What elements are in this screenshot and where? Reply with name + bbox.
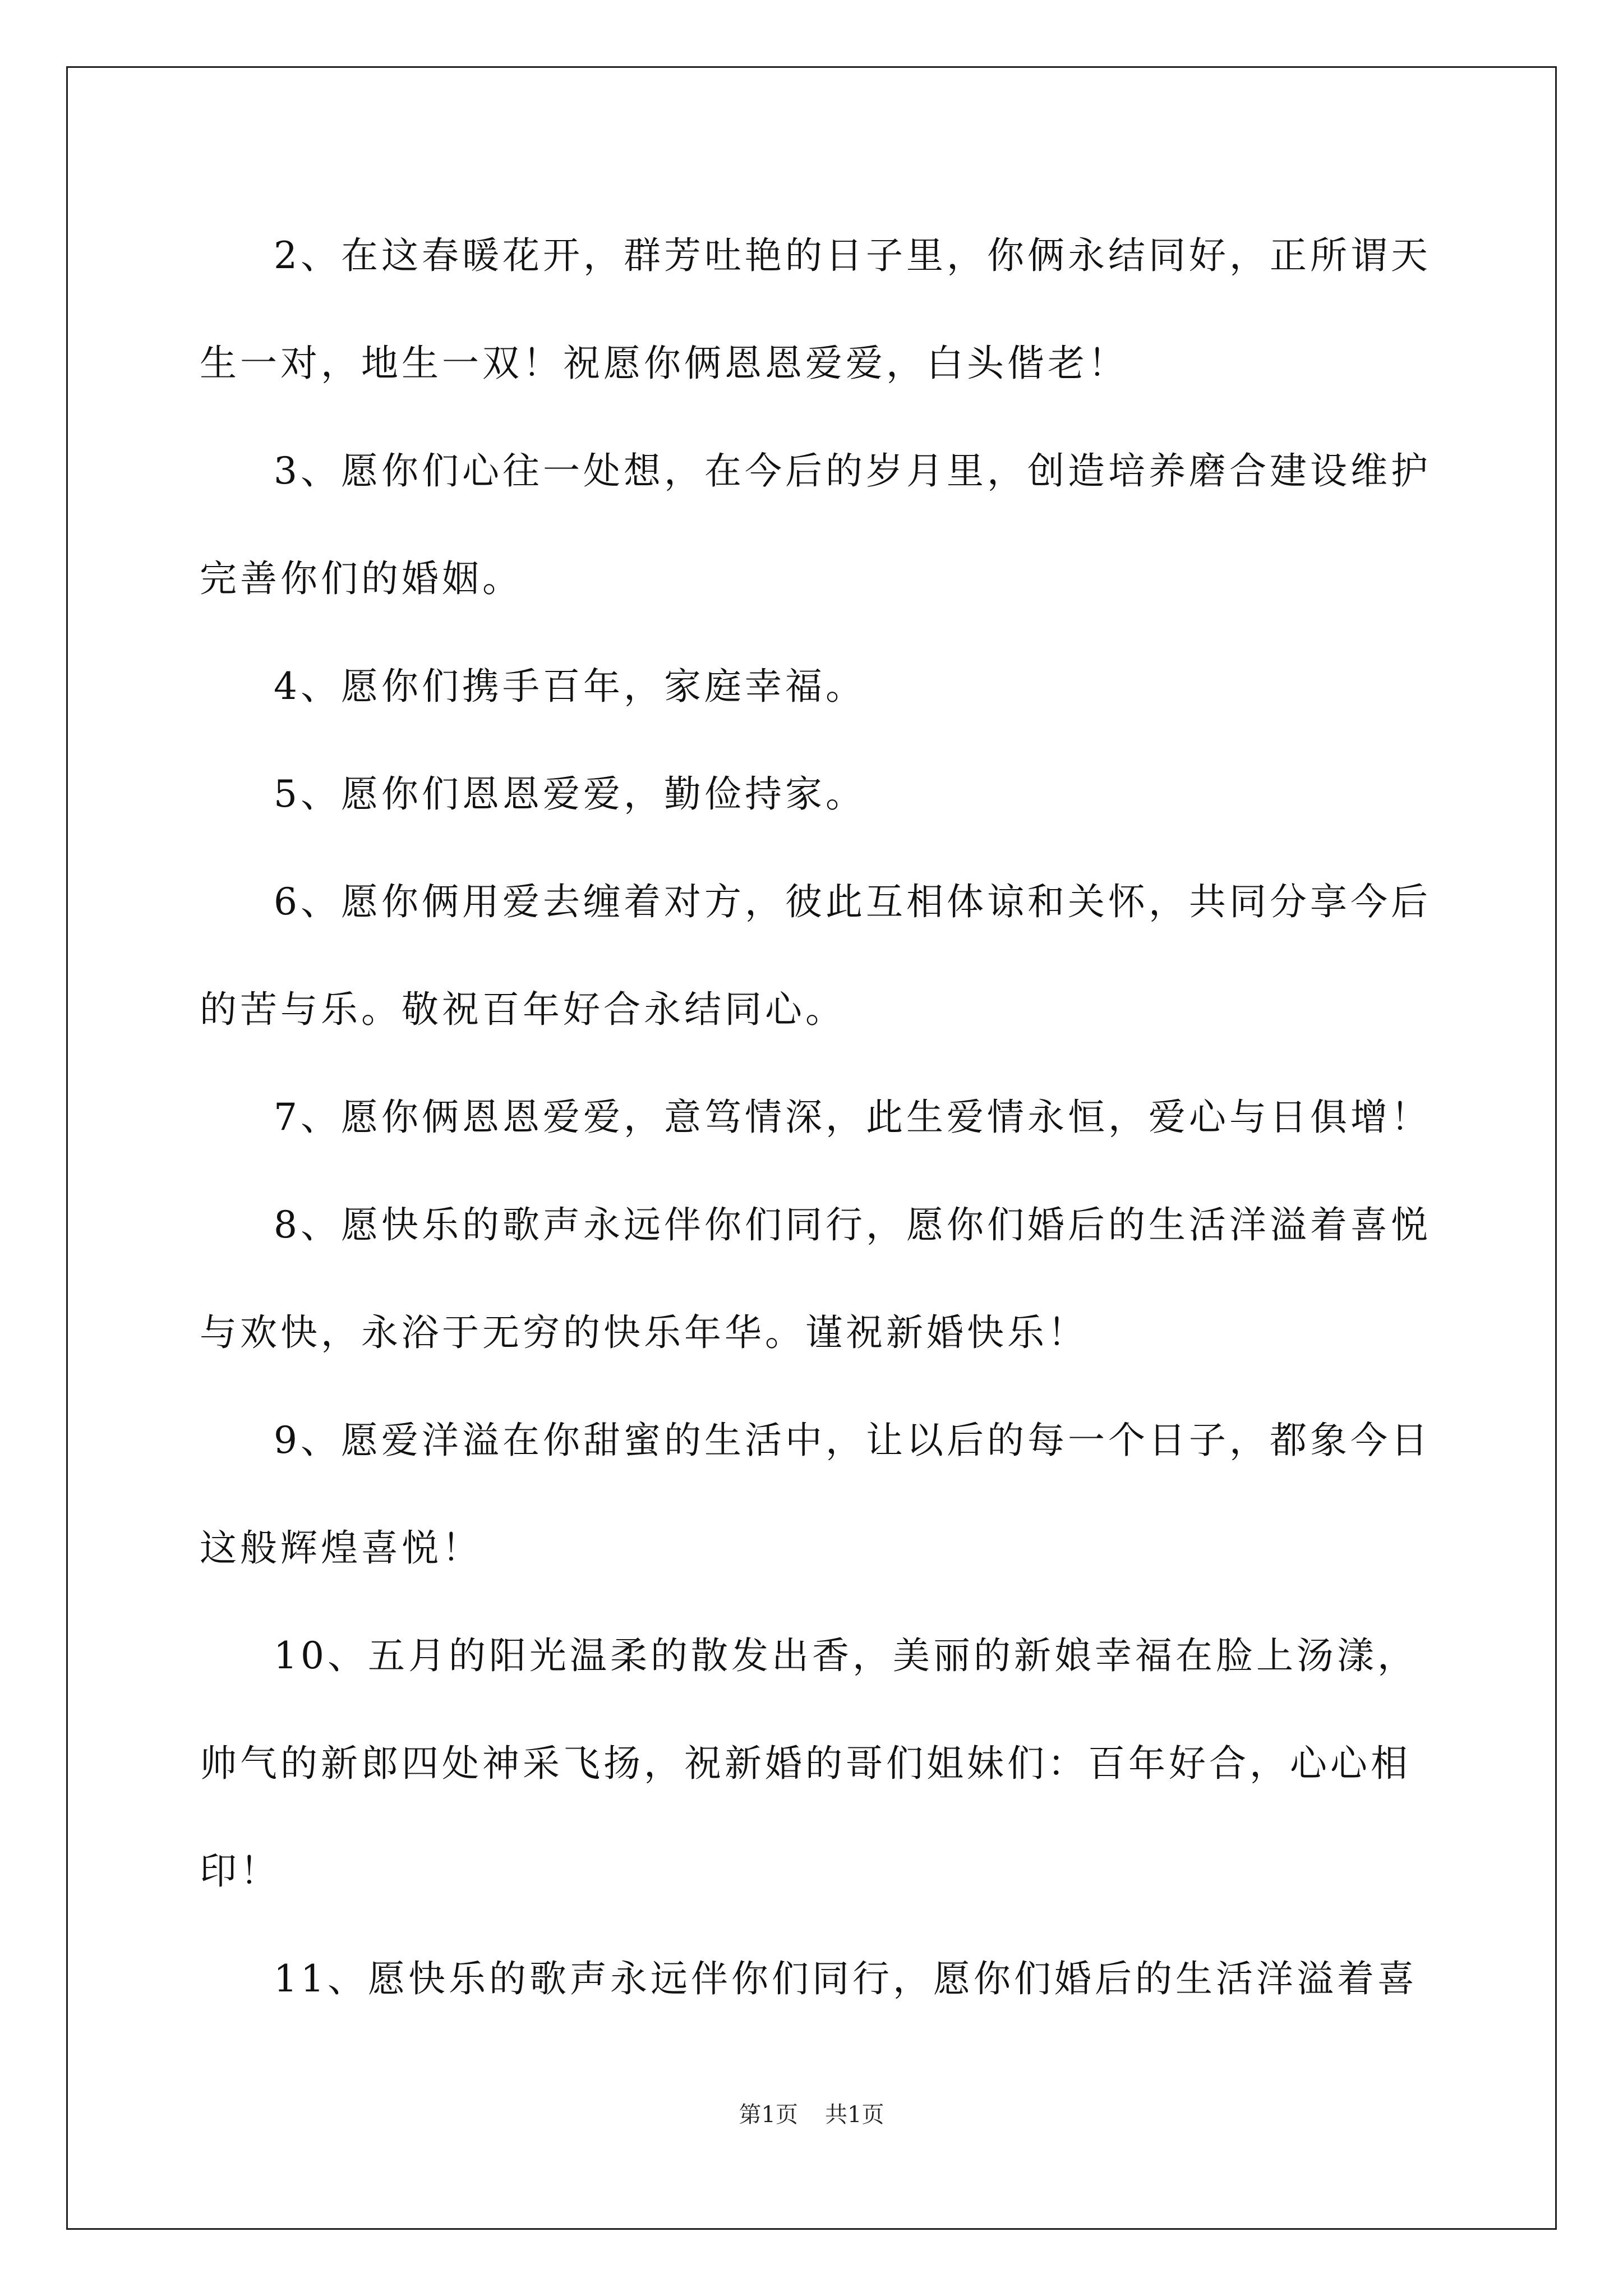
page-number-total: 共1页 xyxy=(825,2102,884,2128)
page-footer xyxy=(0,2097,1623,2129)
document-body xyxy=(200,202,1433,2033)
paragraph-9: 9、愿爱洋溢在你甜蜜的生活中，让以后的每一个日子，都象今日这般辉煌喜悦！ xyxy=(200,1419,1431,1570)
paragraph-4: 4、愿你们携手百年，家庭幸福。 xyxy=(274,665,866,708)
paragraph-6: 6、愿你俩用爱去缠着对方，彼此互相体谅和关怀，共同分享今后的苦与乐。敬祝百年好合永结同心。 xyxy=(200,880,1431,1031)
paragraph-10: 10、五月的阳光温柔的散发出香，美丽的新娘幸福在脸上汤漾，帅气的新郎四处神采飞扬，祝新婚的哥们姐妹们：百年好合，心心相印！ xyxy=(200,1634,1418,1893)
page-number-current: 第1页 xyxy=(739,2102,798,2128)
paragraph-11: 11、愿快乐的歌声永远伴你们同行，愿你们婚后的生活洋溢着喜 xyxy=(274,1957,1418,2000)
paragraph-5: 5、愿你们恩恩爱爱，勤俭持家。 xyxy=(274,772,866,816)
paragraph-7: 7、愿你俩恩恩爱爱，意笃情深，此生爱情永恒，爱心与日俱增！ xyxy=(274,1096,1431,1139)
paragraph-2: 2、在这春暖花开，群芳吐艳的日子里，你俩永结同好，正所谓天生一对，地生一双！祝愿你俩恩恩爱爱，白头偕老！ xyxy=(200,234,1431,385)
paragraph-8: 8、愿快乐的歌声永远伴你们同行，愿你们婚后的生活洋溢着喜悦与欢快，永浴于无穷的快乐年华。谨祝新婚快乐！ xyxy=(200,1203,1431,1354)
paragraph-3: 3、愿你们心往一处想，在今后的岁月里，创造培养磨合建设维护完善你们的婚姻。 xyxy=(200,449,1431,600)
